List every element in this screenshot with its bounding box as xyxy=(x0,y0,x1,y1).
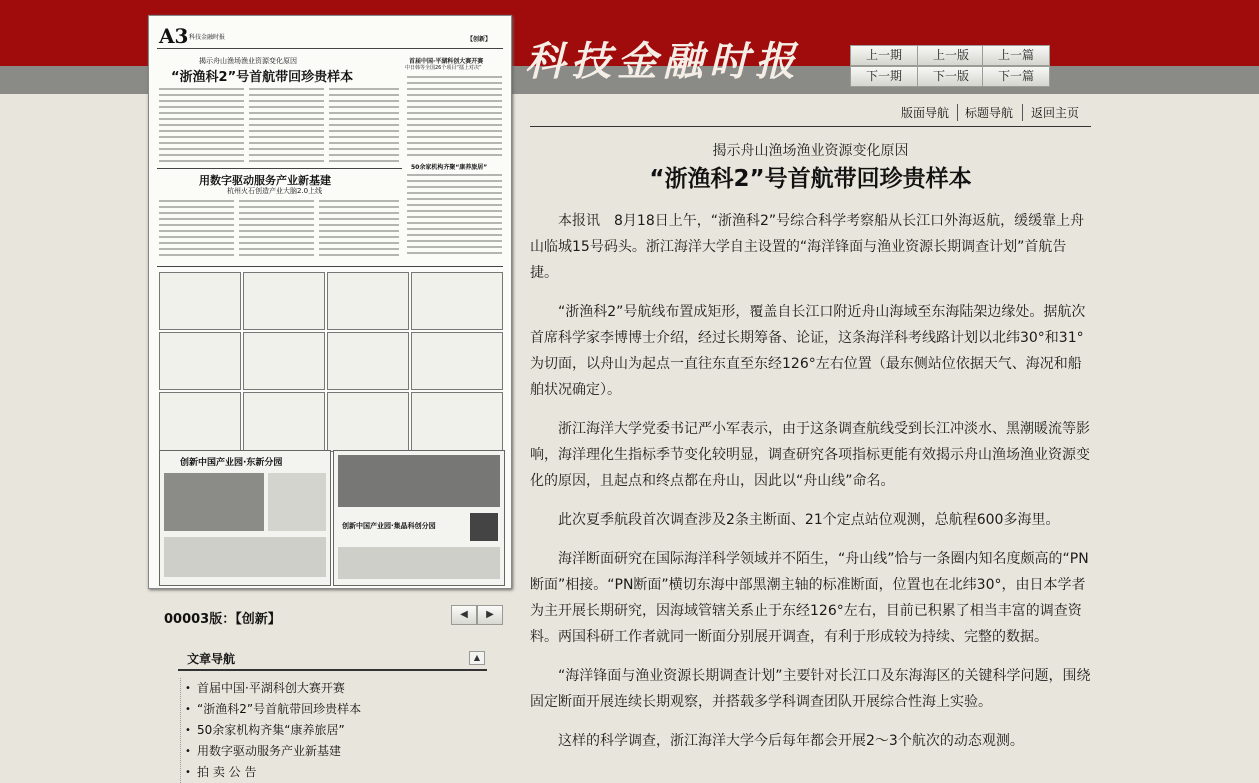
page-nav-link[interactable]: 版面导航 xyxy=(901,106,950,120)
thumb-kicker: 揭示舟山渔场渔业资源变化原因 xyxy=(199,57,297,65)
thumb-ad-right[interactable] xyxy=(333,450,505,586)
arrow-left-icon: ◀ xyxy=(460,609,468,620)
prev-issue-button[interactable]: 上一期 xyxy=(850,45,918,66)
article-body xyxy=(530,208,1093,767)
thumb-ad-right-title: 创新中国产业园·集晶科创分园 xyxy=(342,522,436,530)
article-divider xyxy=(530,126,1091,127)
next-issue-button[interactable]: 下一期 xyxy=(850,66,918,87)
thumb-paper-name: 科技金融时报 xyxy=(189,34,226,41)
next-article-button[interactable]: 下一篇 xyxy=(982,66,1050,87)
toc-item[interactable]: • 用数字驱动服务产业新基建 xyxy=(181,741,486,762)
article-paragraph: 浙江海洋大学党委书记严小军表示，由于这条调查航线受到长江冲淡水、黑潮暖流等影响，海洋理化生指标季节变化较明显，调查研究各项指标更能有效揭示舟山渔场渔业资源变化的原因，且起点和终点都在舟山，因此以“舟山线”命名。 xyxy=(530,421,1090,489)
thumb-side-sub: 中日韩等全国26个项目“擂上对决” xyxy=(405,65,482,71)
prev-page-arrow[interactable] xyxy=(451,605,477,625)
article-paragraph: 本报讯 8月18日上午，“浙渔科2”号综合科学考察船从长江口外海返航，缓缓靠上舟山临城15号码头。浙江海洋大学自主设置的“海洋锋面与渔业资源长期调查计划”首航告捷。 xyxy=(530,213,1085,281)
home-link[interactable]: 返回主页 xyxy=(1031,106,1080,120)
collapse-icon[interactable]: ▲ xyxy=(469,651,485,665)
prev-page-button[interactable]: 上一版 xyxy=(917,45,985,66)
toc-item[interactable]: • 50余家机构齐集“康养旅居” xyxy=(181,720,486,741)
thumb-section: 【创新】 xyxy=(467,36,492,43)
page-section: 【创新】 xyxy=(235,612,281,627)
page-number: 00003版： xyxy=(164,612,236,627)
next-page-button[interactable]: 下一版 xyxy=(917,66,985,87)
article-paragraph: “海洋锋面与渔业资源长期调查计划”主要针对长江口及东海海区的关键科学问题，围绕固定断面开展连续长期观察，并搭载多学科调查团队开展综合性海上实验。 xyxy=(530,668,1091,710)
thumb-mid-sub: 杭州火石创造产业大脑2.0上线 xyxy=(227,187,323,195)
masthead-logo[interactable]: 科技金融时报 xyxy=(525,38,801,85)
article-paragraph: 这样的科学调查，浙江海洋大学今后每年都会开展2～3个航次的动态观测。 xyxy=(558,733,1024,749)
thumb-mid-title[interactable]: 用数字驱动服务产业新基建 xyxy=(199,174,331,187)
arrow-right-icon: ▶ xyxy=(486,609,494,620)
toc-item[interactable]: • “浙渔科2”号首航带回珍贵样本 xyxy=(181,699,486,720)
article-subtitle: 揭示舟山渔场渔业资源变化原因 xyxy=(712,143,909,159)
thumb-ad-left[interactable] xyxy=(159,450,331,586)
article-paragraph: 此次夏季航段首次调查涉及2条主断面、21个定点站位观测，总航程600多海里。 xyxy=(558,512,1060,528)
page-label xyxy=(164,608,281,627)
article-paragraph: “浙渔科2”号航线布置成矩形，覆盖自长江口附近舟山海域至东海陆架边缘处。据航次首席科学家李博博士介绍，经过长期筹备、论证，这条海洋科考线路计划以北纬30°和31°为切面，以舟山为起点一直往东直至东经126°左右位置（最东侧站位依据天气、海况和船舶状况确定）。 xyxy=(530,304,1086,398)
thumb-main-title[interactable]: “浙渔科2”号首航带回珍贵样本 xyxy=(171,70,354,85)
toc-list xyxy=(180,678,486,783)
toc-item[interactable]: • 拍 卖 公 告 xyxy=(181,762,486,783)
thumb-page-number: A3 xyxy=(159,24,189,48)
toc-title: 文章导航 xyxy=(187,652,236,666)
nav-separator xyxy=(1022,104,1023,121)
thumb-side-title[interactable]: 首届中国·平湖科创大赛开赛 xyxy=(409,58,484,65)
thumb-side-title2[interactable]: 50余家机构齐聚“康养旅居” xyxy=(411,164,488,171)
thumb-ad-left-title: 创新中国产业园·东新分园 xyxy=(180,458,283,468)
next-page-arrow[interactable] xyxy=(477,605,503,625)
nav-separator xyxy=(957,104,958,121)
toc-item[interactable]: • 首届中国·平湖科创大赛开赛 xyxy=(181,678,486,699)
article-headline: “浙渔科2”号首航带回珍贵样本 xyxy=(649,166,972,192)
toc-divider xyxy=(178,669,487,671)
page-thumbnail[interactable] xyxy=(148,15,512,589)
article-paragraph: 海洋断面研究在国际海洋科学领域并不陌生，“舟山线”恰与一条圈内知名度颇高的“PN断面”相接。“PN断面”横切东海中部黑潮主轴的标准断面，位置也在北纬30°，由日本学者为主开展长期研究，因海域管辖关系止于东经126°左右，目前已积累了相当丰富的调查资料。两国科研工作者就同一断面分别展开调查，有利于形成较为持续、完整的数据。 xyxy=(530,551,1089,645)
prev-article-button[interactable]: 上一篇 xyxy=(982,45,1050,66)
topic-nav-link[interactable]: 标题导航 xyxy=(965,106,1014,120)
